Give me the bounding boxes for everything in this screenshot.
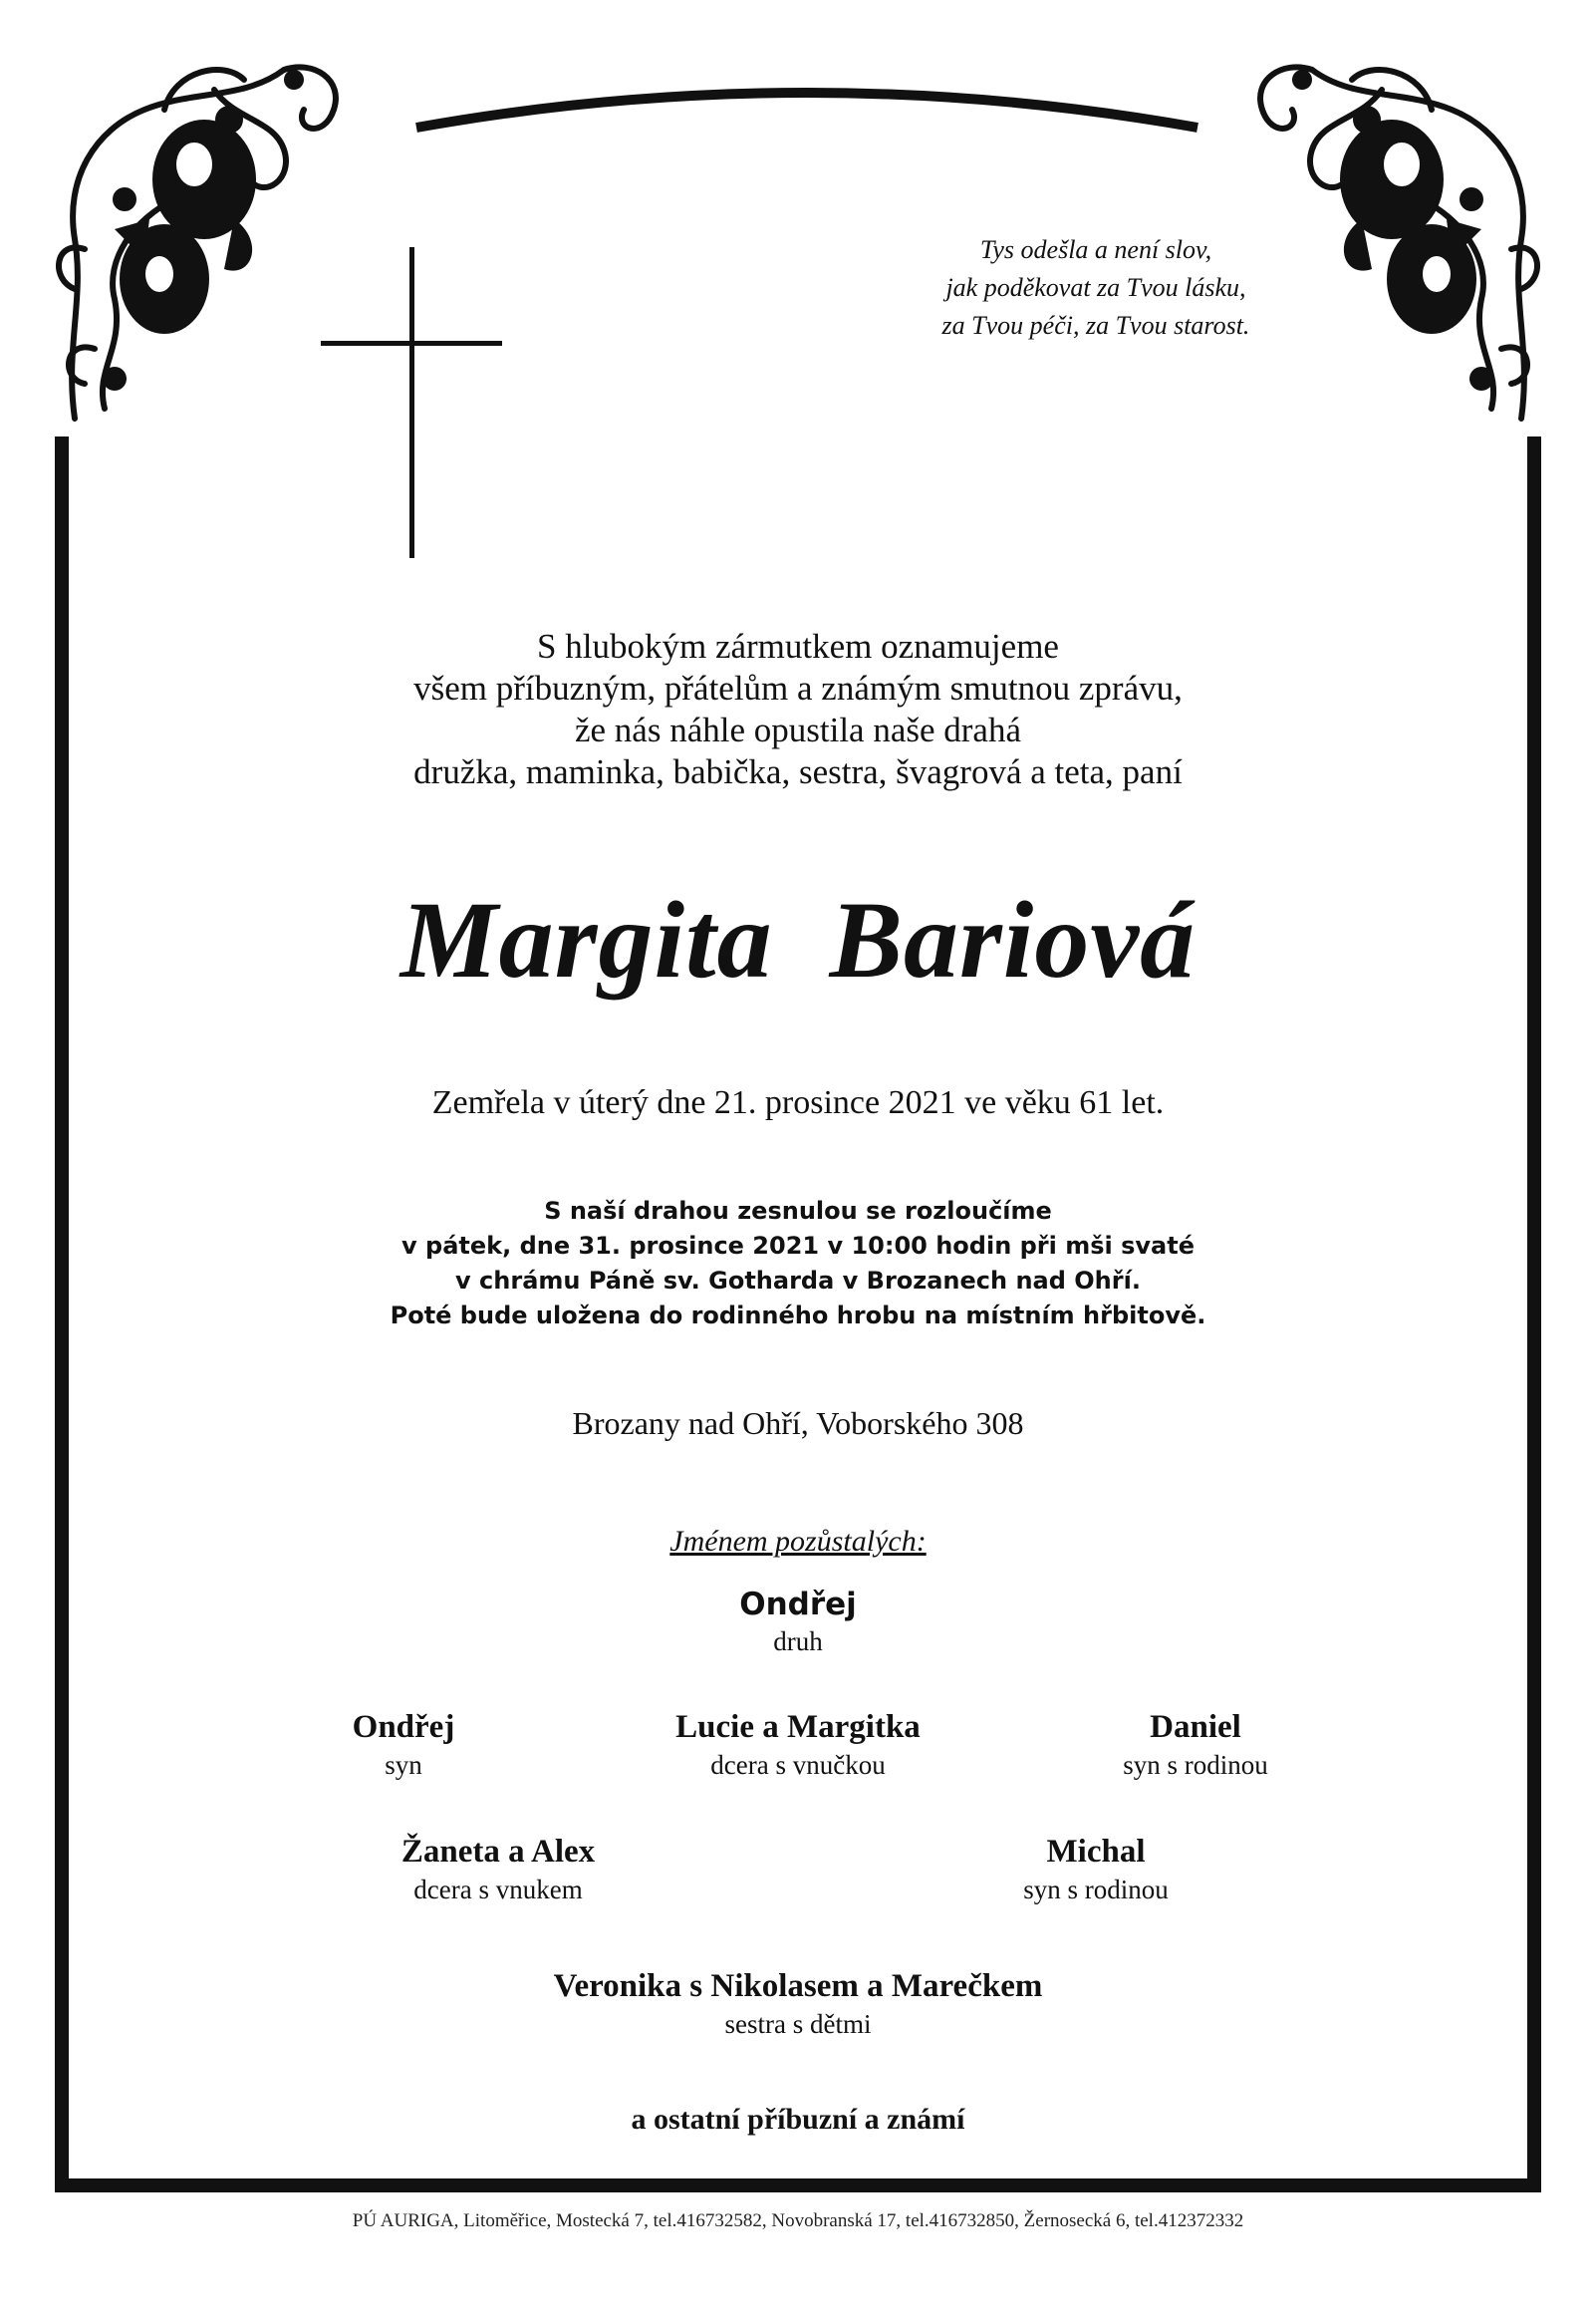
survivor-relation: syn — [385, 1750, 422, 1780]
survivor-relation: sestra s dětmi — [724, 2009, 872, 2039]
survivor-item — [549, 1709, 1047, 1781]
survivor-item — [549, 1587, 1047, 1657]
motto-line: za Tvou péči, za Tvou starost. — [941, 311, 1250, 340]
corner-ornament-left-icon — [55, 50, 364, 429]
announcement-intro — [0, 626, 1596, 793]
farewell-line: S naší drahou zesnulou se rozloučíme — [544, 1197, 1052, 1225]
survivor-item — [897, 1834, 1295, 1905]
motto-line: jak poděkovat za Tvou lásku, — [945, 273, 1246, 302]
survivor-name: Veronika s Nikolasem a Marečkem — [553, 1968, 1043, 2004]
intro-line: všem příbuzným, přátelům a známým smutnou zprávu, — [413, 669, 1183, 708]
frame-bottom-border — [55, 2178, 1541, 2192]
intro-line: S hlubokým zármutkem oznamujeme — [537, 627, 1059, 666]
survivor-relation: syn s rodinou — [1023, 1875, 1169, 1904]
survivor-name: Ondřej — [352, 1709, 455, 1745]
death-date-line: Zemřela v úterý dne 21. prosince 2021 ve věku 61 let. — [431, 1084, 1165, 1121]
survivor-name: Michal — [1046, 1834, 1146, 1870]
survivor-relation: druh — [773, 1626, 823, 1656]
survivor-name: Daniel — [1150, 1709, 1241, 1745]
survivor-name: Lucie a Margitka — [675, 1709, 921, 1745]
survivor-item — [399, 1968, 1197, 2040]
motto-line: Tys odešla a není slov, — [979, 235, 1212, 264]
intro-line: družka, maminka, babička, sestra, švagrová a teta, paní — [413, 752, 1183, 791]
farewell-line: v chrámu Páně sv. Gotharda v Brozanech nad Ohří. — [455, 1267, 1141, 1295]
closing-line: a ostatní příbuzní a známí — [631, 2103, 965, 2136]
survivor-relation: dcera s vnučkou — [710, 1750, 886, 1780]
funeral-service-footer: PÚ AURIGA, Litoměřice, Mostecká 7, tel.416732582, Novobranská 17, tel.416732850, Žernosecká 6, tel.412372332 — [352, 2210, 1244, 2231]
survivor-item — [996, 1709, 1395, 1781]
deceased-name: Margita Bariová — [399, 879, 1197, 1001]
address: Brozany nad Ohří, Voborského 308 — [572, 1405, 1024, 1441]
cross-icon-horizontal — [321, 341, 502, 346]
motto — [897, 231, 1295, 345]
survivor-item — [299, 1834, 697, 1905]
farewell-info — [0, 1194, 1596, 1333]
survivor-item — [204, 1709, 603, 1781]
survivor-name: Žaneta a Alex — [400, 1834, 596, 1870]
survivor-relation: syn s rodinou — [1123, 1750, 1268, 1780]
intro-line: že nás náhle opustila naše drahá — [574, 711, 1021, 749]
farewell-line: v pátek, dne 31. prosince 2021 v 10:00 hodin při mši svaté — [401, 1232, 1195, 1260]
survivor-relation: dcera s vnukem — [413, 1875, 583, 1904]
farewell-line: Poté bude uložena do rodinného hrobu na místním hřbitově. — [390, 1302, 1206, 1329]
cross-icon-vertical — [409, 247, 414, 558]
survivors-heading: Jménem pozůstalých: — [669, 1525, 927, 1558]
top-arch — [399, 80, 1215, 149]
survivor-name: Ondřej — [739, 1587, 857, 1622]
